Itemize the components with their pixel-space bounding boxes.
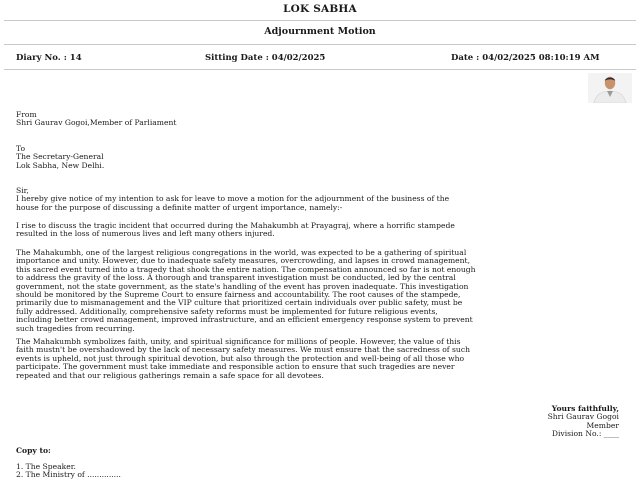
closing: Yours faithfully, <box>551 404 619 413</box>
paragraph-line: faith mustn't be overshadowed by the lack of necessary safety measures. We must ensure that the sacredness of such <box>16 345 470 355</box>
copy-to-label: Copy to: <box>16 446 51 455</box>
document-title: Adjournment Motion <box>264 26 376 37</box>
member-photo-image <box>588 73 632 103</box>
member-photo <box>588 73 632 103</box>
paragraph-2 <box>16 249 638 333</box>
diary-number: Diary No. : 14 <box>16 53 82 63</box>
salutation-intro <box>16 187 638 212</box>
paragraph-line: resulted in the loss of numerous lives and left many others injured. <box>16 229 275 239</box>
from-label: From <box>16 110 37 119</box>
intro-line: I hereby give notice of my intention to ask for leave to move a motion for the adjournment of the business of the <box>16 194 450 204</box>
paragraph-line: participate. The government must take immediate and responsible action to ensure that such tragedies are never <box>16 362 455 372</box>
paragraph-line: including better crowd management, improved infrastructure, and an efficient emergency response system to prevent <box>16 315 473 325</box>
from-name: Shri Gaurav Gogoi,Member of Parliament <box>16 118 177 128</box>
copy-item: 1. The Speaker. <box>16 462 76 471</box>
title-divider <box>4 44 636 45</box>
paragraph-line: repeated and that our religious gatherings remain a safe space for all devotees. <box>16 370 324 380</box>
copy-heading <box>16 447 638 455</box>
org-title: LOK SABHA <box>283 3 357 15</box>
sitting-date: Sitting Date : 04/02/2025 <box>205 53 326 63</box>
to-block <box>16 145 638 170</box>
from-block <box>16 111 638 128</box>
signature-block <box>479 405 619 439</box>
paragraph-line: to address the gravity of the loss. A thorough and transparent investigation must be conducted, led by the central <box>16 273 456 283</box>
submission-date: Date : 04/02/2025 08:10:19 AM <box>451 53 600 63</box>
header-divider <box>4 20 636 21</box>
paragraph-line: importance and unity. However, due to inadequate safety measures, overcrowding, and lapses in crowd management, <box>16 256 470 266</box>
paragraph-line: The Mahakumbh symbolizes faith, unity, and spiritual significance for millions of people. However, the value of this <box>16 337 461 346</box>
paragraph-line: government, not the state government, as the state's handling of the event has proven inadequate. This investigation <box>16 281 469 291</box>
paragraph-line: The Mahakumbh, one of the largest religious congregations in the world, was expected to be a gathering of spiritual <box>16 248 467 257</box>
paragraph-line: fully addressed. Additionally, comprehensive safety reforms must be implemented for future religious events, <box>16 306 438 316</box>
paragraph-line: primarily due to mismanagement and the VIP culture that prioritized certain individuals over public safety, must be <box>16 298 463 308</box>
copy-item: 2. The Ministry of .............. <box>16 470 121 480</box>
to-label: To <box>16 144 26 153</box>
signatory-role: Member <box>586 420 619 430</box>
paragraph-3 <box>16 338 638 380</box>
paragraph-line: this sacred event turned into a tragedy that shook the entire nation. The compensation announced so far is not enough <box>16 264 476 274</box>
salutation: Sir, <box>16 186 29 195</box>
paragraph-line: I rise to discuss the tragic incident that occurred during the Mahakumbh at Prayagraj, where a horrific stampede <box>16 221 455 230</box>
paragraph-1 <box>16 222 638 239</box>
signatory-name: Shri Gaurav Gogoi <box>547 412 619 422</box>
to-address: Lok Sabha, New Delhi. <box>16 160 105 170</box>
paragraph-line: such tragedies from recurring. <box>16 323 135 333</box>
meta-divider <box>4 69 636 70</box>
division-number: Division No.: ____ <box>551 429 619 439</box>
intro-line: house for the purpose of discussing a definite matter of urgent importance, namely:- <box>16 202 343 212</box>
meta-row <box>16 53 632 65</box>
paragraph-line: should be monitored by the Supreme Court to ensure fairness and accountability. The root causes of the stampede, <box>16 289 461 299</box>
paragraph-line: events is upheld, not just through spiritual devotion, but also through the protection and well-being of all those who <box>16 353 465 363</box>
to-recipient: The Secretary-General <box>16 152 104 162</box>
copy-list <box>16 463 638 480</box>
